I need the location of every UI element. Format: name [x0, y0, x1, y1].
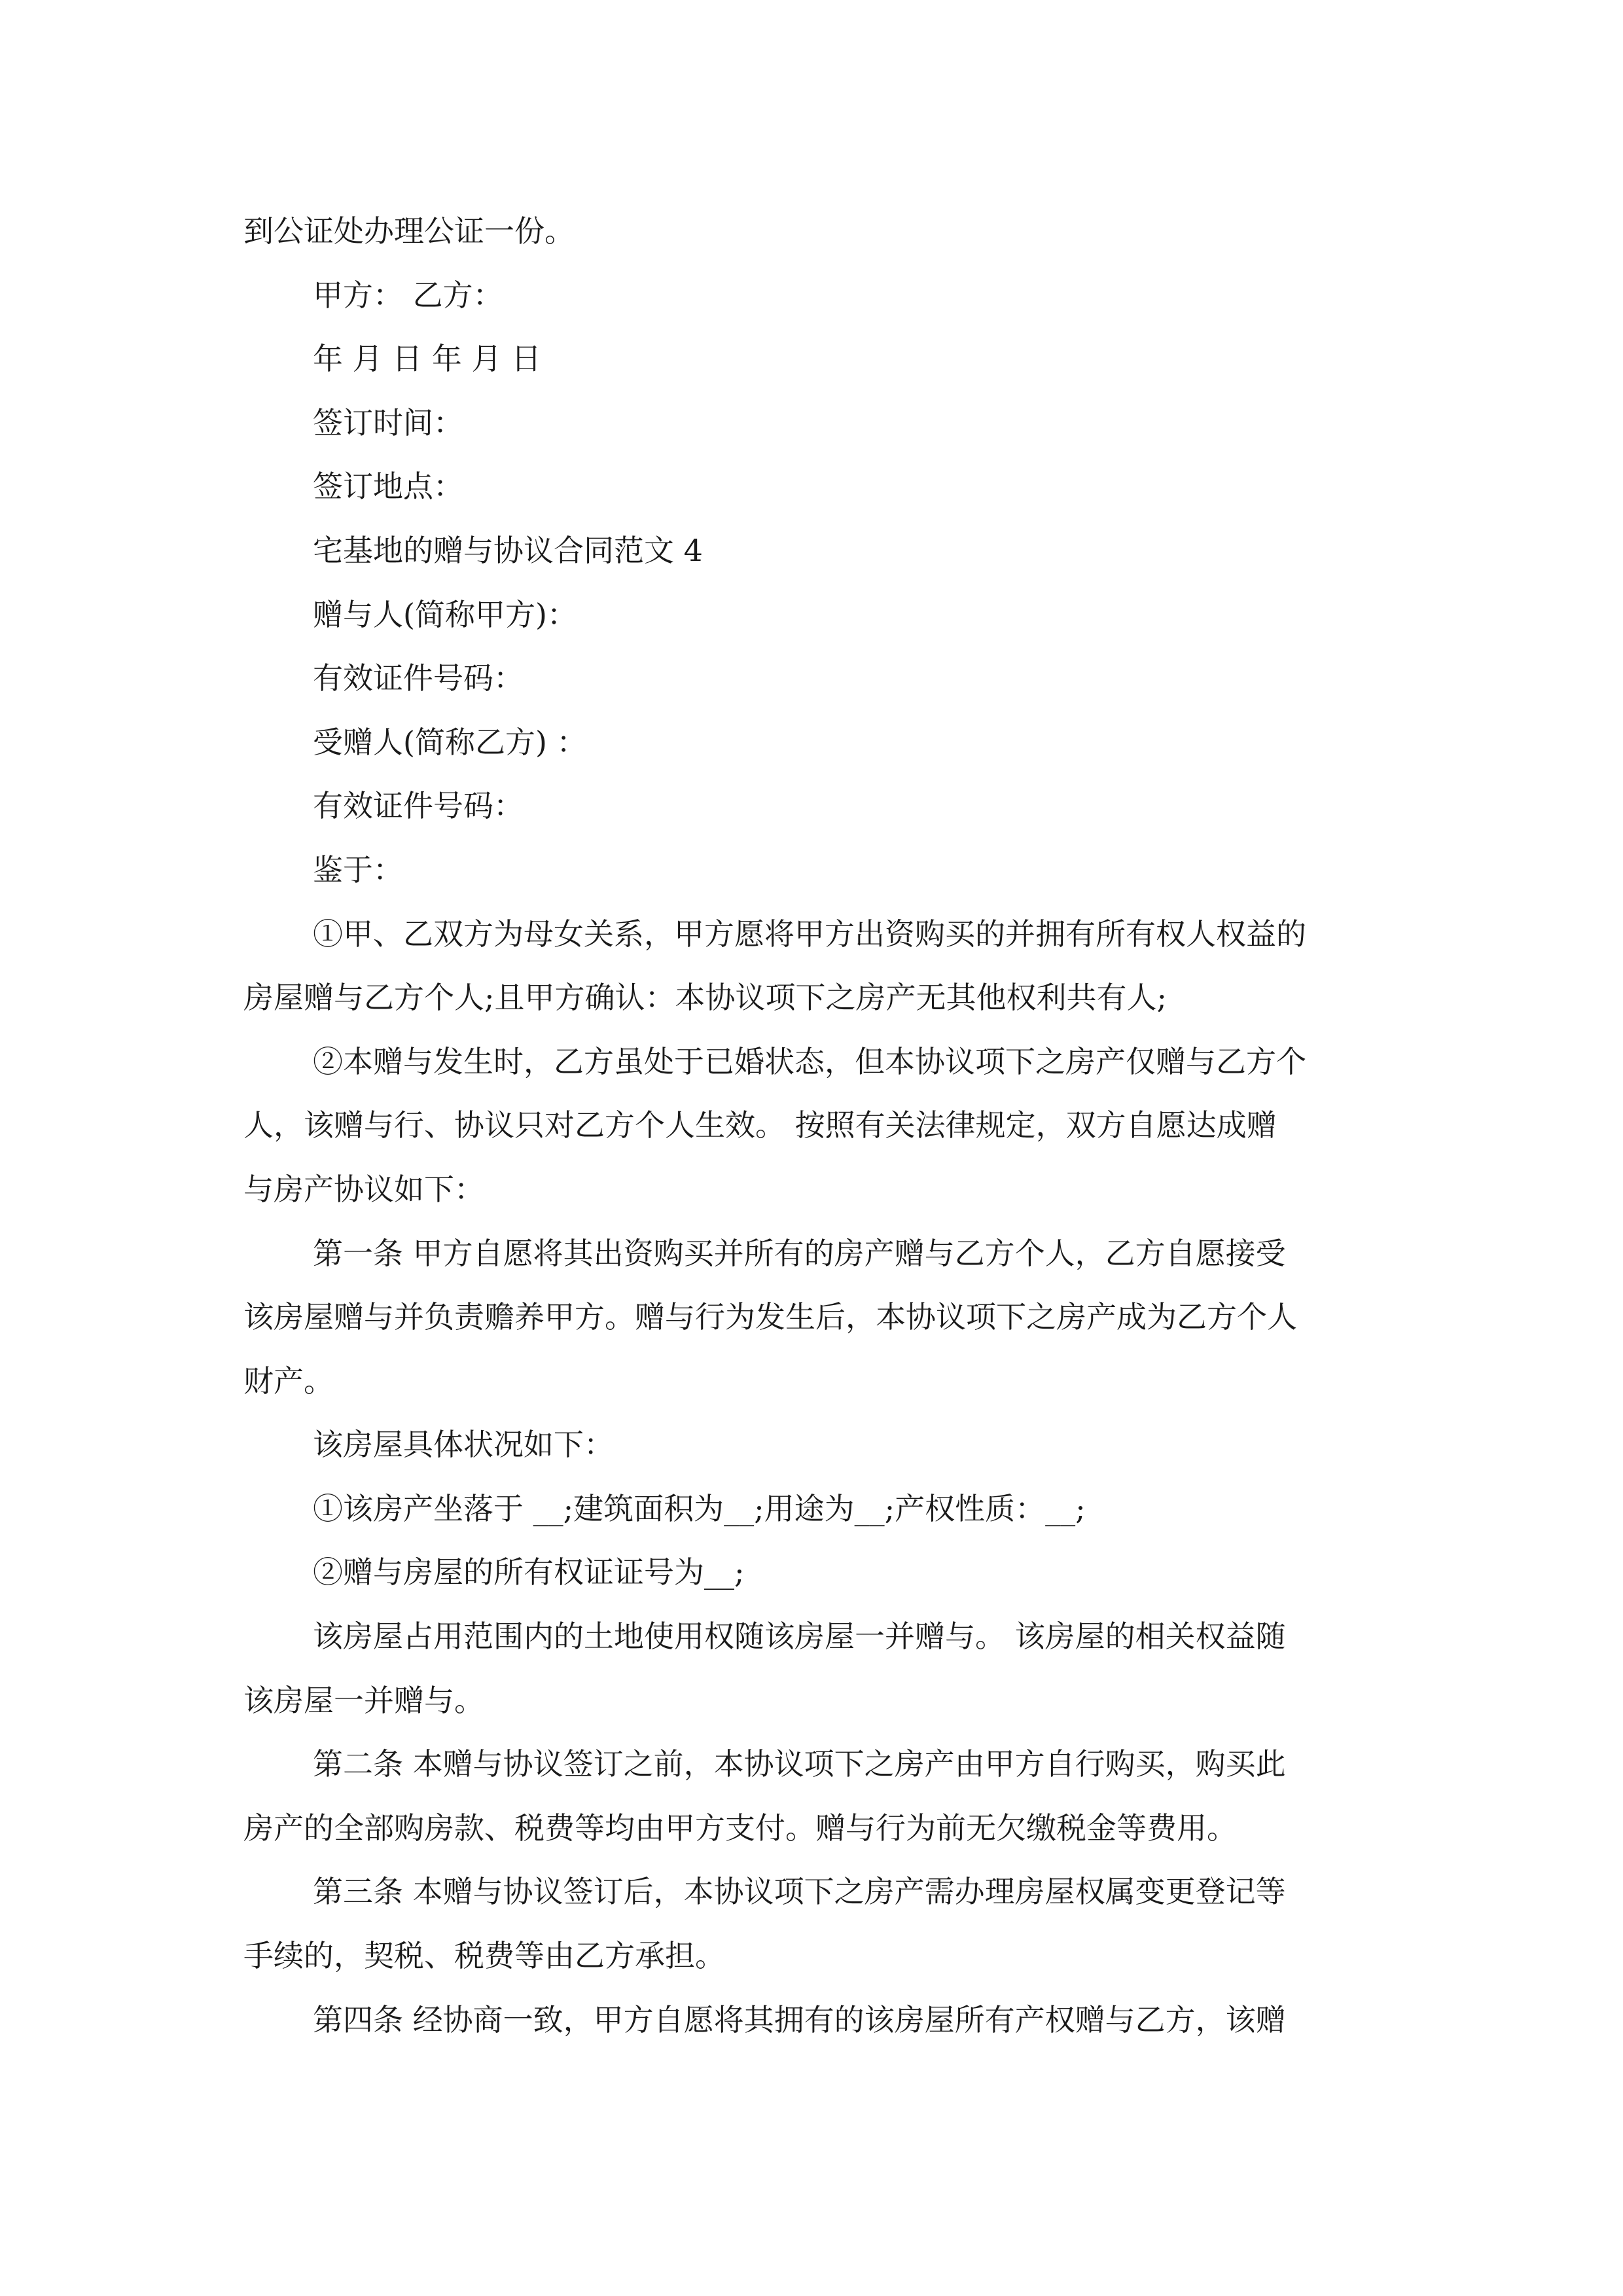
article-line: 第一条 甲方自愿将其出资购买并所有的房产赠与乙方个人，乙方自愿接受 — [313, 1235, 1286, 1271]
paragraph-line: 房产的全部购房款、税费等均由甲方支付。赠与行为前无欠缴税金等费用。 — [243, 1810, 1237, 1846]
paragraph-line: 该房屋具体状况如下： — [313, 1427, 614, 1463]
article-line: 第四条 经协商一致，甲方自愿将其拥有的该房屋所有产权赠与乙方，该赠 — [313, 2001, 1286, 2037]
document-body — [243, 200, 1382, 2052]
paragraph-line: 该房屋一并赠与。 — [243, 1682, 484, 1718]
paragraph-line: 该房屋赠与并负责赡养甲方。赠与行为发生后，本协议项下之房产成为乙方个人 — [243, 1299, 1297, 1335]
paragraph-line: 有效证件号码： — [313, 788, 524, 824]
paragraph-line: 鉴于： — [313, 852, 403, 888]
section-heading: 宅基地的赠与协议合同范文 4 — [313, 532, 703, 568]
paragraph-line: 签订时间： — [313, 404, 463, 440]
paragraph-line: 到公证处办理公证一份。 — [243, 213, 575, 249]
paragraph-line: 受赠人(简称乙方) ： — [313, 724, 587, 760]
paragraph-line: ②赠与房屋的所有权证证号为__; — [313, 1554, 745, 1590]
paragraph-line: 手续的，契税、税费等由乙方承担。 — [243, 1938, 725, 1974]
paragraph-line: 年 月 日 年 月 日 — [313, 341, 542, 377]
paragraph-line: 与房产协议如下： — [243, 1171, 484, 1207]
paragraph-line: 赠与人(简称甲方)： — [313, 596, 577, 632]
paragraph-line: ①甲、乙双方为母女关系，甲方愿将甲方出资购买的并拥有所有权人权益的 — [313, 916, 1306, 952]
paragraph-line: 财产。 — [243, 1363, 334, 1399]
article-line: 第三条 本赠与协议签订后，本协议项下之房产需办理房屋权属变更登记等 — [313, 1874, 1286, 1910]
paragraph-line: 人，该赠与行、协议只对乙方个人生效。 按照有关法律规定，双方自愿达成赠 — [243, 1107, 1277, 1143]
paragraph-line: 该房屋占用范围内的土地使用权随该房屋一并赠与。 该房屋的相关权益随 — [313, 1619, 1286, 1655]
paragraph-line: 甲方： 乙方： — [313, 277, 503, 313]
paragraph-line: 签订地点： — [313, 469, 463, 505]
paragraph-line: 房屋赠与乙方个人;且甲方确认：本协议项下之房产无其他权利共有人; — [243, 980, 1167, 1016]
paragraph-line: 有效证件号码： — [313, 660, 524, 696]
paragraph-line: ②本赠与发生时，乙方虽处于已婚状态，但本协议项下之房产仅赠与乙方个 — [313, 1043, 1306, 1079]
paragraph-line: ①该房产坐落于 __;建筑面积为__;用途为__;产权性质：__; — [313, 1490, 1086, 1526]
article-line: 第二条 本赠与协议签订之前，本协议项下之房产由甲方自行购买，购买此 — [313, 1746, 1286, 1782]
